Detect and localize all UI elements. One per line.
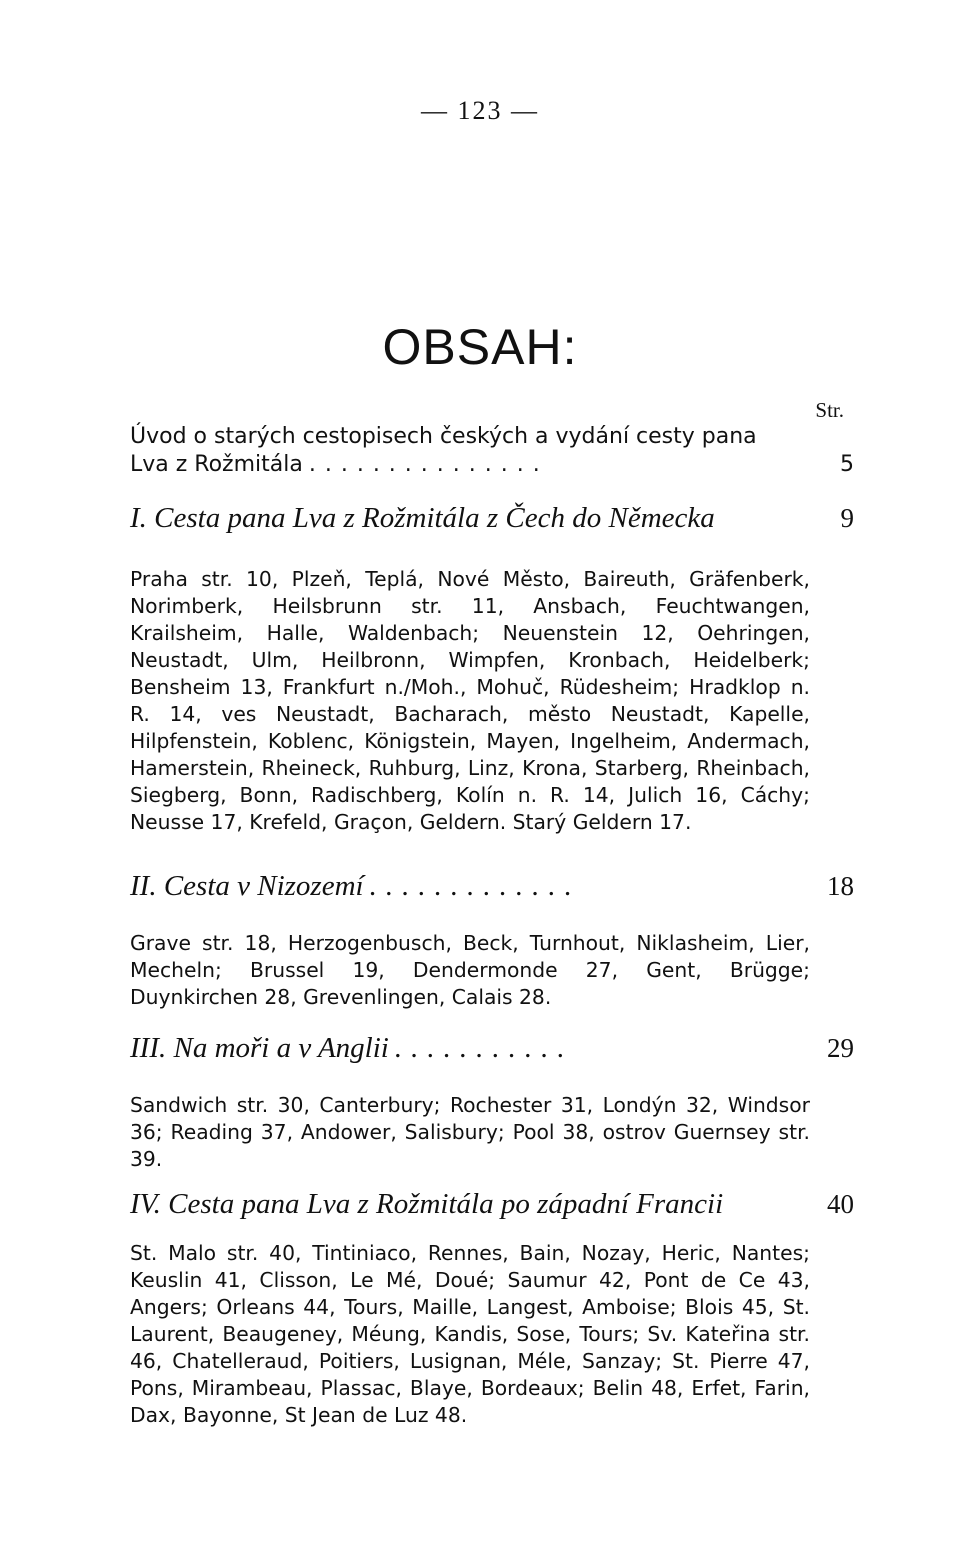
intro-entry-page: 5 [840,452,854,477]
intro-entry-line2 [130,452,854,477]
page-column-label: Str. [815,398,844,422]
chapter-page: 9 [840,503,854,533]
chapter-heading [130,1188,854,1221]
chapter-heading [130,1032,854,1065]
chapter-places: St. Malo str. 40, Tintiniaco, Rennes, Bain, Nozay, Heric, Nantes; Keuslin 41, Clisson, Le Mé, Doué; Saumur 42, Pont de Ce 43, Angers; Orleans 44, Tours, Maille, Langest, Amboise; Blois 45, St. Laurent, Beaugeney, Méung, Kandis, Sose, Tours; Sv. Kateřina str. 46, Chatelleraud, Poitiers, Lusignan, Méle, Sanzay; St. Pierre 47, Pons, Mirambeau, Plassac, Blaye, Bordeaux; Belin 48, Erfet, Farin, Dax, Bayonne, St Jean de Luz 48. [130,1241,810,1427]
chapter-places: Praha str. 10, Plzeň, Teplá, Nové Město, Baireuth, Gräfenberk, Norimberk, Heilsbrunn str. 11, Ansbach, Feuchtwangen, Krailsheim, Halle, Waldenbach; Neuenstein 12, Oehringen, Neustadt, Ulm, Heilbronn, Wimpfen, Kronbach, Heidelberk; Bensheim 13, Frankfurt n./Moh., Mohuč, Rüdesheim; Hradklop n. R. 14, ves Neustadt, Bacharach, město Neustadt, Kapelle, Hilpfenstein, Koblenc, Königstein, Mayen, Ingelheim, Andermach, Hamerstein, Rheineck, Ruhburg, Linz, Krona, Starberg, Rheinbach, Siegberg, Bonn, Radischberg, Kolín n. R. 14, Julich 16, Cáchy; Neusse 17, Krefeld, Graçon, Geldern. Starý Geldern 17. [130,567,810,834]
chapter-heading [130,870,854,903]
page-number: — 123 — [421,96,539,125]
chapter-places: Grave str. 18, Herzogenbusch, Beck, Turnhout, Niklasheim, Lier, Mecheln; Brussel 19, Dendermonde 27, Gent, Brügge; Duynkirchen 28, Grevenlingen, Calais 28. [130,931,810,1009]
page-title: OBSAH: [382,319,578,375]
chapter-page: 40 [827,1189,854,1219]
chapter-page: 29 [827,1033,854,1063]
chapter-places: Sandwich str. 30, Canterbury; Rochester 31, Londýn 32, Windsor 36; Reading 37, Andower, Salisbury; Pool 38, ostrov Guernsey str. 39. [130,1093,810,1171]
chapter-heading [130,502,854,535]
intro-entry-text-line1: Úvod o starých cestopisech českých a vydání cesty pana [130,424,757,449]
intro-entry-line1 [130,424,854,449]
chapter-page: 18 [827,871,854,901]
dot-leader: ........... [394,1032,574,1064]
dot-leader: ............. [369,870,581,902]
chapter-title: III. Na moři a v Anglii [130,1032,389,1064]
chapter-title: I. Cesta pana Lva z Rožmitála z Čech do Německa [130,502,715,534]
chapter-title: II. Cesta v Nizozemí [130,870,364,902]
chapter-title: IV. Cesta pana Lva z Rožmitála po západní Francii [130,1188,724,1220]
intro-entry-text-line2: Lva z Rožmitála [130,452,303,477]
dot-leader: ............... [308,452,549,477]
